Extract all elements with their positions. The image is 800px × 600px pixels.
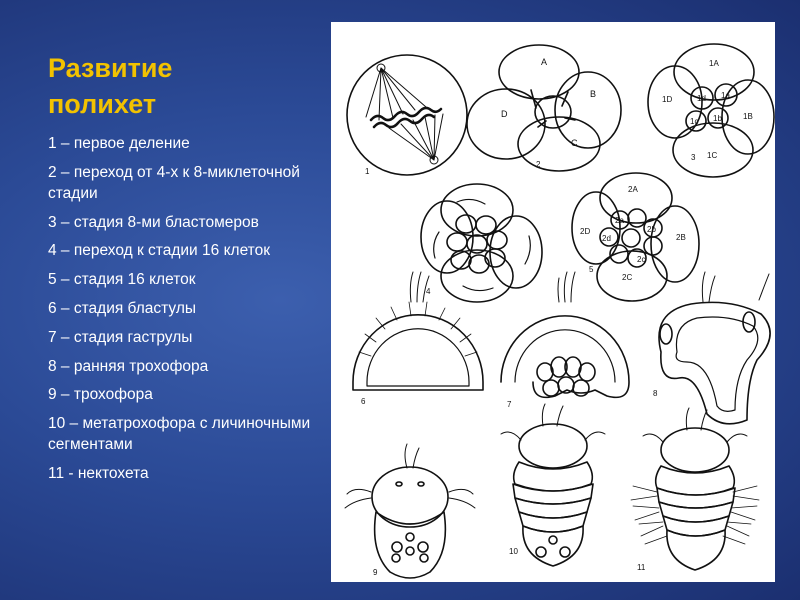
stage-number-7: 7	[507, 400, 512, 409]
development-drawings	[331, 22, 775, 582]
stage-number-9: 9	[373, 568, 378, 577]
stage-number-3: 3	[691, 153, 696, 162]
stage-3-drawing	[648, 44, 774, 177]
cell-label-2A: 2A	[628, 185, 638, 194]
cell-label-2C: 2C	[622, 273, 633, 282]
legend-item-6: 6 – стадия бластулы	[48, 299, 197, 317]
legend-item-8: 8 – ранняя трохофора	[48, 357, 209, 375]
stage-legend-list	[48, 133, 316, 492]
stage-number-10: 10	[509, 547, 518, 556]
stage-number-4: 4	[426, 287, 431, 296]
stage-9-drawing	[345, 444, 475, 578]
stage-number-1: 1	[365, 167, 370, 176]
stage-number-6: 6	[361, 397, 366, 406]
stage-10-drawing	[501, 404, 605, 566]
polychaete-development-figure	[331, 22, 775, 582]
legend-item-3: 3 – стадия 8-ми бластомеров	[48, 213, 259, 231]
legend-item-1: 1 – первое деление	[48, 135, 190, 152]
stage-7-drawing	[501, 272, 629, 397]
cell-label-2a: 2a	[615, 216, 624, 225]
cell-label-1a: 1a	[721, 91, 730, 100]
stage-11-drawing	[631, 408, 759, 570]
stage-number-8: 8	[653, 389, 658, 398]
title-line-2: полихет	[48, 89, 157, 119]
stage-number-11: 11	[637, 563, 646, 572]
stage-number-2: 2	[536, 160, 541, 169]
cell-label-2d: 2d	[602, 234, 611, 243]
stage-4-drawing	[421, 184, 542, 302]
cell-label-2D: 2D	[580, 227, 591, 236]
legend-item-4: 4 – переход к стадии 16 клеток	[48, 242, 271, 260]
cell-label-D: D	[501, 109, 508, 119]
stage-1-drawing	[347, 55, 467, 175]
cell-label-1c: 1c	[690, 117, 699, 126]
cell-label-2c: 2c	[637, 255, 646, 264]
cell-label-1b: 1b	[713, 114, 722, 123]
legend-item-11: 11 - нектохета	[48, 464, 149, 482]
cell-label-C: C	[571, 138, 578, 148]
cell-label-1C: 1C	[707, 151, 718, 160]
legend-item-10: 10 – метатрохофора с личиночными сегментами	[48, 415, 311, 454]
cell-label-2B: 2B	[676, 233, 686, 242]
stage-number-5: 5	[589, 265, 594, 274]
stage-6-drawing	[353, 272, 483, 390]
stage-2-drawing	[467, 45, 621, 171]
cell-label-1B: 1B	[743, 112, 753, 121]
cell-label-1A: 1A	[709, 59, 719, 68]
legend-item-9: 9 – трохофора	[48, 386, 153, 404]
cell-label-1D: 1D	[662, 95, 673, 104]
cell-label-2b: 2b	[647, 225, 656, 234]
cell-label-1d: 1d	[697, 94, 706, 103]
title-line-1: Развитие	[48, 53, 173, 83]
stage-8-drawing	[659, 272, 770, 424]
legend-item-2: 2 – переход от 4-х к 8-миклеточной стадии	[48, 163, 300, 202]
legend-item-5: 5 – стадия 16 клеток	[48, 271, 196, 289]
legend-item-7: 7 – стадия гаструлы	[48, 328, 193, 346]
slide-title	[48, 50, 308, 122]
cell-label-A: A	[541, 57, 548, 67]
stage-5-drawing	[572, 173, 699, 301]
cell-label-B: B	[590, 89, 597, 99]
